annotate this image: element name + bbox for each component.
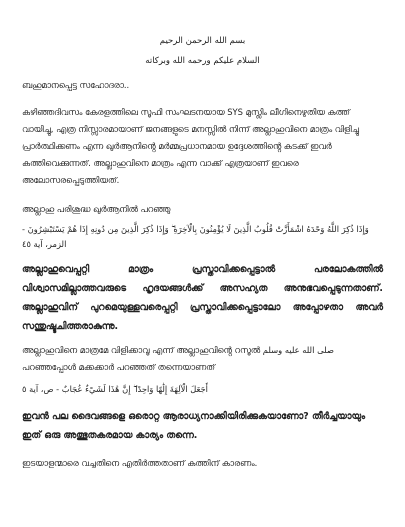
bismillah-heading: بسم الله الرحمن الرحيم bbox=[159, 36, 246, 46]
paragraph-prophet-saying: അല്ലാഹുവിനെ മാത്രമേ വിളിക്കാവൂ എന്ന് അല്ലാഹുവിൻ്റെ റസൂൽ صلى الله عليه وسلم പറഞ്ഞപ്പോൾ മക്കക്കാർ പറഞ്ഞത് തന്നെയാണത് bbox=[22, 345, 334, 372]
quran-verse-zumar: وَإِذَا ذُكِرَ اللَّهُ وَحْدَهُ اشْمَأَزَّتْ قُلُوبُ الَّذِينَ لَا يُؤْمِنُونَ بِالْآخِرَةِ ۖ وَإِذَا ذُكِرَ الَّذِينَ مِن دُونِهِ إِذَا هُمْ يَسْتَبْشِرُونَ - الزمر، آية ٤٥ bbox=[22, 224, 369, 249]
salam-greeting: السلام عليكم ورحمه الله وبركاته bbox=[145, 56, 260, 66]
greeting-line: ബഹുമാനപ്പെട്ട സഹോദരാ.. bbox=[22, 80, 130, 90]
paragraph-intro: കഴിഞ്ഞദിവസം കേരളത്തിലെ സൂഫി സംഘടനയായ SYS മുസ്ലിം ലീഗിനെഴുതിയ കത്ത് വായിച്ചു, എത്ര നിസ്സാരമായാണ് ജനങ്ങളുടെ മനസ്സിൽ നിന്ന് അല്ലാഹുവിനെ മാത്രം വിളിച്ചു പ്രാർത്ഥിക്കണം എന്ന ഖുർആനിൻ്റെ മർമ്മപ്രധാനമായ ഉദ്ദേശത്തിൻ്റെ കടക്ക് ഇവർ കത്തിവെക്കുന്നത്. അല്ലാഹുവിനെ മാത്രം എന്ന വാക്ക് എത്രയാണ് ഇവരെ അലോസരപ്പെടുത്തിയത്. bbox=[22, 107, 359, 185]
verse-translation-bold-2: ഇവൻ പല ദൈവങ്ങളെ ഒരൊറ്റ ആരാധ്യനാക്കിയിരിക്കുകയാണോ? തീർച്ചയായും ഇത് ഒരു അത്ഭുതകരമായ കാര്യം തന്നെ. bbox=[22, 411, 366, 441]
paragraph-conclusion: ഇടയാളന്മാരെ വച്ചതിനെ എതിർത്തതാണ് കത്തിന് കാരണം. bbox=[22, 458, 258, 468]
verse-intro-line: അല്ലാഹു പരിശുദ്ധ ഖുർആനിൽ പറഞ്ഞു bbox=[22, 204, 171, 214]
quran-verse-sad: أَجَعَلَ الْآلِهَةَ إِلَٰهًا وَاحِدًا ۖ إِنَّ هَٰذَا لَشَيْءٌ عُجَابٌ - ص، آية ٥ bbox=[22, 384, 208, 394]
verse-translation-bold: അല്ലാഹുവെപ്പറ്റി മാത്രം പ്രസ്താവിക്കപ്പെട്ടാൽ പരലോകത്തിൽ വിശ്വാസമില്ലാത്തവരുടെ ഹൃദയങ്ങൾക്ക് അസഹ്യത അനുഭവപ്പെടുന്നതാണ്. അല്ലാഹുവിന് പുറമെയുള്ളവരെപ്പറ്റി പ്രസ്താവിക്കപ്പെട്ടാലോ അപ്പോഴതാ അവർ സന്തുഷ്ടചിത്തരാകുന്നു. bbox=[22, 264, 383, 332]
